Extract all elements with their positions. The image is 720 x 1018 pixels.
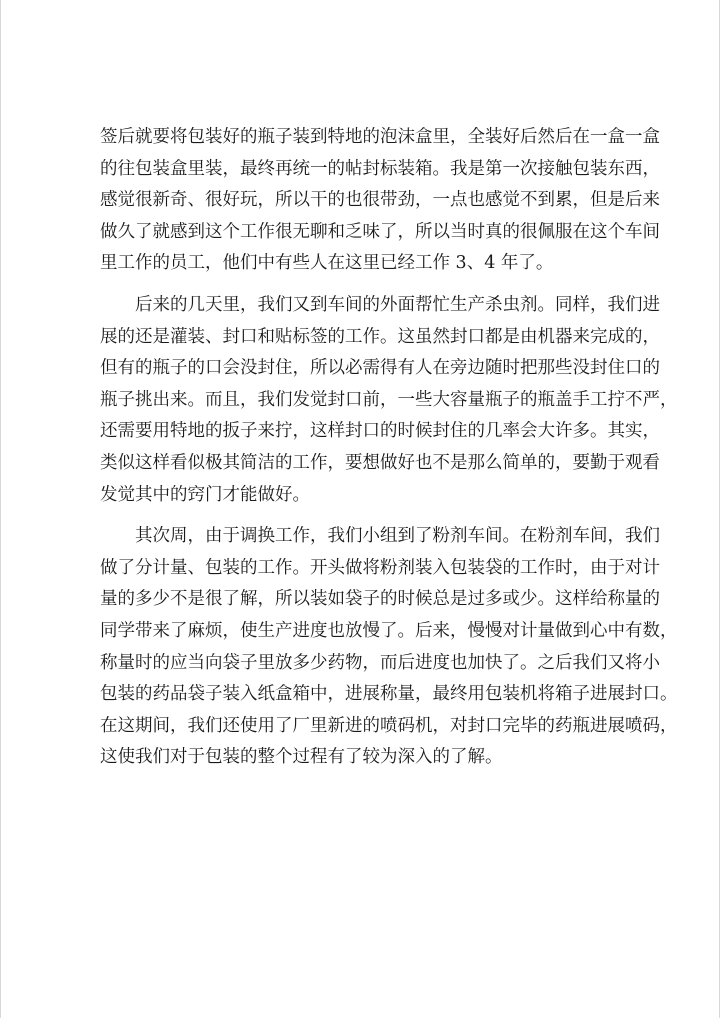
text-line: 感觉很新奇、很好玩，所以干的也很带劲，一点也感觉不到累，但是后来 — [100, 190, 660, 211]
paragraph-1 — [100, 122, 660, 280]
text-line: 量的多少不是很了解，所以装如袋子的时候总是过多或少。这样给称量的 — [100, 589, 660, 610]
text-line: 里工作的员工，他们中有些人在这里已经工作 3、4 年了。 — [100, 253, 554, 274]
text-line: 称量时的应当向袋子里放多少药物，而后进度也加快了。之后我们又将小 — [100, 652, 660, 673]
text-line: 做了分计量、包装的工作。开头做将粉剂装入包装袋的工作时，由于对计 — [100, 557, 660, 578]
text-line: 瓶子挑出来。而且，我们发觉封口前，一些大容量瓶子的瓶盖手工拧不严， — [100, 389, 678, 410]
text-line: 但有的瓶子的口会没封住，所以必需得有人在旁边随时把那些没封住口的 — [100, 358, 660, 379]
document-body — [100, 122, 678, 774]
text-line: 展的还是灌装、封口和贴标签的工作。这虽然封口都是由机器来完成的， — [100, 326, 660, 347]
text-line: 在这期间，我们还使用了厂里新进的喷码机，对封口完毕的药瓶进展喷码， — [100, 715, 678, 736]
text-line: 这使我们对于包装的整个过程有了较为深入的了解。 — [100, 747, 503, 768]
text-line: 包装的药品袋子装入纸盒箱中，进展称量，最终用包装机将箱子进展封口。 — [100, 684, 678, 705]
paragraph-3 — [100, 521, 678, 774]
text-line: 类似这样看似极其简洁的工作，要想做好也不是那么简单的，要勤于观看 — [100, 452, 660, 473]
paragraph-2 — [100, 290, 678, 511]
text-line: 发觉其中的窍门才能做好。 — [100, 484, 310, 505]
text-line: 后来的几天里，我们又到车间的外面帮忙生产杀虫剂。同样，我们进 — [135, 294, 660, 315]
text-line: 同学带来了麻烦，使生产进度也放慢了。后来，慢慢对计量做到心中有数， — [100, 620, 678, 641]
text-line: 的往包装盒里装，最终再统一的帖封标装箱。我是第一次接触包装东西， — [100, 158, 660, 179]
text-line: 其次周，由于调换工作，我们小组到了粉剂车间。在粉剂车间，我们 — [135, 526, 660, 547]
text-line: 签后就要将包装好的瓶子装到特地的泡沫盒里，全装好后然后在一盒一盒 — [100, 127, 660, 147]
text-line: 还需要用特地的扳子来拧，这样封口的时候封住的几率会大许多。其实， — [100, 421, 660, 442]
text-line: 做久了就感到这个工作很无聊和乏味了，所以当时真的很佩服在这个车间 — [100, 221, 660, 242]
